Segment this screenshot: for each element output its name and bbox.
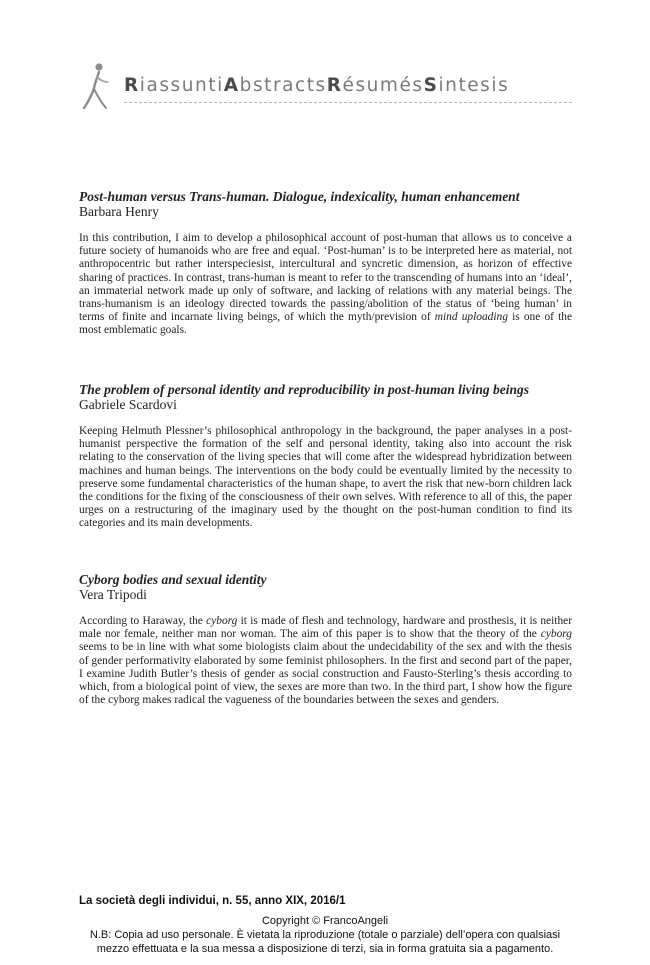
- header-dotted-rule: [124, 102, 572, 103]
- copyright-notice: [0, 914, 650, 956]
- article-author: Gabriele Scardovi: [79, 397, 177, 412]
- section-header: [82, 62, 572, 112]
- notice-line: mezzo effettuata e la sua messa a disposizione di terzi, sia in forma gratuita sia a pagamento.: [96, 943, 554, 955]
- article-abstract: According to Haraway, the cyborg it is made of flesh and technology, hardware and prosthesis, it is neither male nor female, neither man nor woman. The aim of this paper is to show that the theory of the cyborg seems to be in line with what some biologists claim about the undecidability of the sex and with the thesis of gender performativity elaborated by some feminist philosophers. In the first and second part of the paper, I examine Judith Butler’s thesis of gender as social construction and Fausto-Sterling’s thesis according to which, from a biological point of view, the sexes are more than two. In the third part, I show how the figure of the cyborg makes radical the vagueness of the boundaries between the sexes and genders.: [79, 615, 572, 707]
- journal-citation: La società degli individui, n. 55, anno XIX, 2016/1: [79, 895, 346, 907]
- notice-line: N.B: Copia ad uso personale. È vietata la riproduzione (totale o parziale) dell’opera con qualsiasi: [89, 929, 561, 941]
- article-title: Post-human versus Trans-human. Dialogue, indexicality, human enhancement: [79, 189, 520, 204]
- copyright-line: Copyright © FrancoAngeli: [261, 915, 389, 927]
- article-henry: [79, 189, 572, 338]
- figure-logo-icon: [82, 62, 112, 110]
- article-title: The problem of personal identity and reproducibility in post-human living beings: [79, 382, 530, 397]
- article-scardovi: [79, 382, 572, 531]
- article-abstract: In this contribution, I aim to develop a philosophical account of post-human that allows us to conceive a future society of humanoids who are free and equal. ‘Post-human’ is to be interpreted here as material, not anthropocentric but rather interspeciesist, intercultural and syncretic dimension, as horizon of effective sharing of practices. In contrast, trans-human is meant to refer to the transcending of humans into an ‘ideal’, an immaterial network made up only of software, and lacking of relations with any material beings. The trans-humanism is an ideology directed towards the passing/abolition of the status of ‘being human’ in terms of finite and incarnate living beings, of which the myth/prevision of mind uploading is one of the most emblematic goals.: [79, 232, 572, 337]
- section-title: RiassuntiAbstractsRésumésSintesis: [124, 75, 510, 96]
- article-tripodi: [79, 572, 572, 707]
- article-title: Cyborg bodies and sexual identity: [79, 572, 267, 587]
- article-abstract: Keeping Helmuth Plessner’s philosophical anthropology in the background, the paper analyses in a post-humanist perspective the formation of the self and personal identity, taking also into account the risk relating to the conservation of the living species that will come after the widespread hybridization between machines and human beings. The interventions on the body could be eventually limited by the necessity to preserve some fundamental characteristics of the human shape, to avert the risk that new-born children lack the conditions for the fixing of the consciousness of their own selves. With reference to all of this, the paper urges on a restructuring of the imaginary used by the thought on the post-human condition to find its categories and its main developments.: [79, 425, 572, 530]
- article-author: Barbara Henry: [79, 204, 159, 219]
- article-author: Vera Tripodi: [79, 587, 147, 602]
